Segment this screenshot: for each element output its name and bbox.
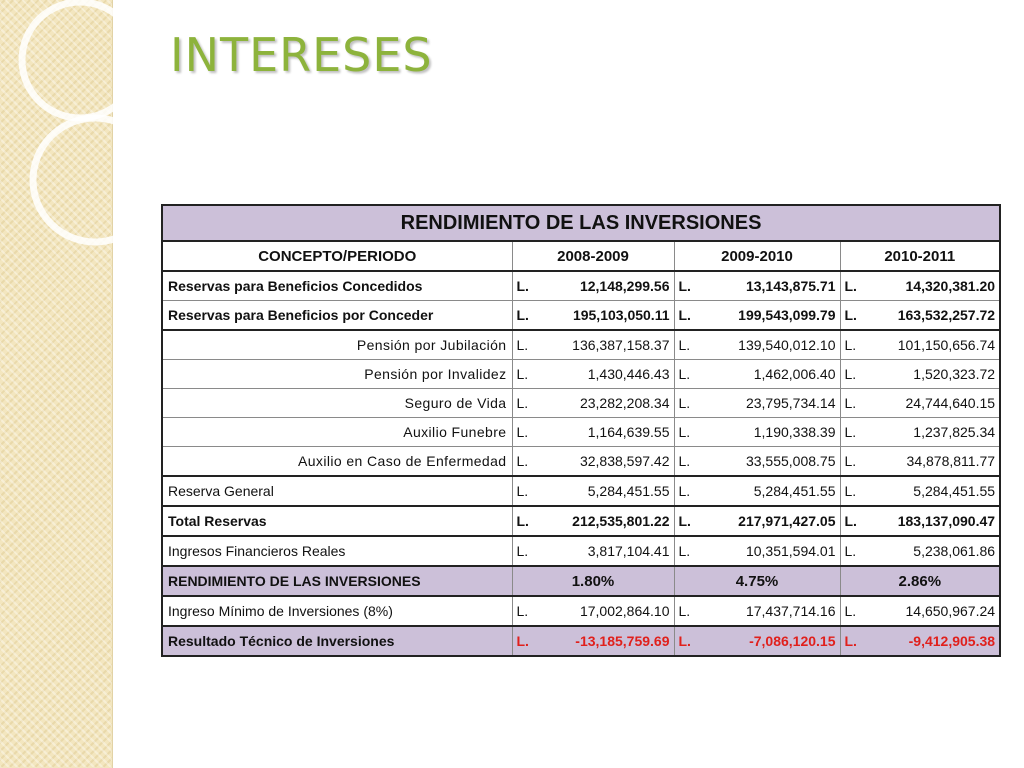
- value-cell: [512, 389, 674, 418]
- amount: 212,535,801.22: [572, 513, 670, 529]
- table-row: [162, 447, 1000, 477]
- currency-label: L.: [844, 543, 857, 559]
- value-cell: [840, 360, 1000, 389]
- amount: 1,430,446.43: [587, 366, 670, 382]
- table-row: [162, 596, 1000, 626]
- header-period-2010-2011: 2010-2011: [840, 241, 1000, 271]
- amount: 14,650,967.24: [905, 603, 996, 619]
- currency-label: L.: [844, 453, 857, 469]
- amount: 12,148,299.56: [579, 278, 670, 294]
- value-cell: [840, 389, 1000, 418]
- currency-label: L.: [516, 337, 529, 353]
- amount: 199,543,099.79: [738, 307, 836, 323]
- value-cell: [674, 389, 840, 418]
- header-concept: CONCEPTO/PERIODO: [162, 241, 512, 271]
- table-row: [162, 536, 1000, 566]
- value-cell: [512, 596, 674, 626]
- currency-label: L.: [516, 543, 529, 559]
- table-row: [162, 271, 1000, 301]
- value-cell: [512, 626, 674, 656]
- value-cell: [512, 506, 674, 536]
- value-cell: [674, 506, 840, 536]
- currency-label: L.: [516, 278, 529, 294]
- currency-label: L.: [844, 395, 857, 411]
- currency-label: L.: [844, 278, 857, 294]
- row-label: RENDIMIENTO DE LAS INVERSIONES: [162, 566, 512, 596]
- amount: 3,817,104.41: [587, 543, 670, 559]
- row-label: Reservas para Beneficios Concedidos: [162, 271, 512, 301]
- value-cell: [840, 596, 1000, 626]
- value-cell: [840, 447, 1000, 477]
- amount: 34,878,811.77: [906, 453, 996, 469]
- table-row-result: [162, 626, 1000, 656]
- currency-label: L.: [844, 483, 857, 499]
- currency-label: L.: [678, 337, 691, 353]
- amount: 17,002,864.10: [579, 603, 670, 619]
- value-cell: [840, 536, 1000, 566]
- yield-percent: 1.80%: [512, 566, 674, 596]
- amount: 10,351,594.01: [745, 543, 836, 559]
- value-cell: [840, 271, 1000, 301]
- currency-label: L.: [516, 633, 529, 649]
- amount: -13,185,759.69: [575, 633, 670, 649]
- amount: 24,744,640.15: [905, 395, 996, 411]
- value-cell: [512, 301, 674, 331]
- amount: 101,150,656.74: [897, 337, 996, 353]
- table-row: [162, 506, 1000, 536]
- value-cell: [512, 447, 674, 477]
- row-label: Total Reservas: [162, 506, 512, 536]
- amount: 1,520,323.72: [913, 366, 996, 382]
- currency-label: L.: [516, 483, 529, 499]
- amount: 1,237,825.34: [913, 424, 996, 440]
- currency-label: L.: [516, 424, 529, 440]
- amount: 195,103,050.11: [572, 307, 670, 323]
- amount: 5,238,061.86: [913, 543, 996, 559]
- amount: -9,412,905.38: [908, 633, 996, 649]
- amount: 13,143,875.71: [745, 278, 836, 294]
- value-cell: [674, 271, 840, 301]
- amount: -7,086,120.15: [749, 633, 836, 649]
- currency-label: L.: [844, 366, 857, 382]
- currency-label: L.: [516, 513, 529, 529]
- currency-label: L.: [516, 395, 529, 411]
- row-label: Reserva General: [162, 476, 512, 506]
- value-cell: [840, 506, 1000, 536]
- value-cell: [512, 360, 674, 389]
- amount: 5,284,451.55: [587, 483, 670, 499]
- table-row: [162, 330, 1000, 360]
- currency-label: L.: [678, 278, 691, 294]
- currency-label: L.: [678, 603, 691, 619]
- value-cell: [674, 476, 840, 506]
- table-caption: RENDIMIENTO DE LAS INVERSIONES: [162, 205, 1000, 241]
- row-label: Ingresos Financieros Reales: [162, 536, 512, 566]
- currency-label: L.: [844, 603, 857, 619]
- value-cell: [674, 360, 840, 389]
- value-cell: [674, 536, 840, 566]
- currency-label: L.: [844, 633, 857, 649]
- amount: 14,320,381.20: [905, 278, 996, 294]
- value-cell: [512, 476, 674, 506]
- value-cell: [674, 596, 840, 626]
- currency-label: L.: [516, 453, 529, 469]
- currency-label: L.: [844, 424, 857, 440]
- currency-label: L.: [678, 513, 691, 529]
- table-row: [162, 360, 1000, 389]
- row-label: Reservas para Beneficios por Conceder: [162, 301, 512, 331]
- currency-label: L.: [678, 395, 691, 411]
- row-label: Resultado Técnico de Inversiones: [162, 626, 512, 656]
- value-cell: [674, 447, 840, 477]
- yield-percent: 2.86%: [840, 566, 1000, 596]
- value-cell: [674, 301, 840, 331]
- amount: 33,555,008.75: [745, 453, 836, 469]
- amount: 163,532,257.72: [897, 307, 996, 323]
- table-caption-row: [162, 205, 1000, 241]
- amount: 5,284,451.55: [913, 483, 996, 499]
- currency-label: L.: [844, 307, 857, 323]
- slide-title: INTERESES: [170, 28, 433, 82]
- currency-label: L.: [678, 453, 691, 469]
- table-row-yield: [162, 566, 1000, 596]
- row-label: Seguro de Vida: [162, 389, 512, 418]
- amount: 1,462,006.40: [753, 366, 836, 382]
- row-label: Pensión por Invalidez: [162, 360, 512, 389]
- amount: 32,838,597.42: [579, 453, 670, 469]
- header-period-2009-2010: 2009-2010: [674, 241, 840, 271]
- value-cell: [840, 626, 1000, 656]
- row-label: Pensión por Jubilación: [162, 330, 512, 360]
- value-cell: [512, 536, 674, 566]
- amount: 136,387,158.37: [572, 337, 670, 353]
- table-header-row: [162, 241, 1000, 271]
- table-row: [162, 389, 1000, 418]
- value-cell: [512, 418, 674, 447]
- value-cell: [840, 418, 1000, 447]
- value-cell: [840, 301, 1000, 331]
- value-cell: [840, 476, 1000, 506]
- amount: 23,282,208.34: [579, 395, 670, 411]
- currency-label: L.: [516, 366, 529, 382]
- currency-label: L.: [678, 307, 691, 323]
- currency-label: L.: [678, 543, 691, 559]
- currency-label: L.: [844, 337, 857, 353]
- currency-label: L.: [678, 633, 691, 649]
- row-label: Ingreso Mínimo de Inversiones (8%): [162, 596, 512, 626]
- currency-label: L.: [678, 424, 691, 440]
- amount: 139,540,012.10: [738, 337, 836, 353]
- table-row: [162, 418, 1000, 447]
- value-cell: [512, 330, 674, 360]
- amount: 23,795,734.14: [745, 395, 836, 411]
- investments-table: [161, 204, 1001, 657]
- table-row: [162, 476, 1000, 506]
- row-label: Auxilio Funebre: [162, 418, 512, 447]
- value-cell: [674, 418, 840, 447]
- value-cell: [674, 330, 840, 360]
- header-period-2008-2009: 2008-2009: [512, 241, 674, 271]
- table-row: [162, 301, 1000, 331]
- value-cell: [674, 626, 840, 656]
- currency-label: L.: [678, 483, 691, 499]
- investments-table-container: [161, 204, 1001, 657]
- currency-label: L.: [516, 603, 529, 619]
- yield-percent: 4.75%: [674, 566, 840, 596]
- amount: 1,164,639.55: [587, 424, 670, 440]
- currency-label: L.: [844, 513, 857, 529]
- currency-label: L.: [678, 366, 691, 382]
- currency-label: L.: [516, 307, 529, 323]
- amount: 1,190,338.39: [753, 424, 836, 440]
- row-label: Auxilio en Caso de Enfermedad: [162, 447, 512, 477]
- value-cell: [840, 330, 1000, 360]
- amount: 217,971,427.05: [738, 513, 836, 529]
- amount: 5,284,451.55: [753, 483, 836, 499]
- amount: 183,137,090.47: [897, 513, 996, 529]
- amount: 17,437,714.16: [745, 603, 836, 619]
- value-cell: [512, 271, 674, 301]
